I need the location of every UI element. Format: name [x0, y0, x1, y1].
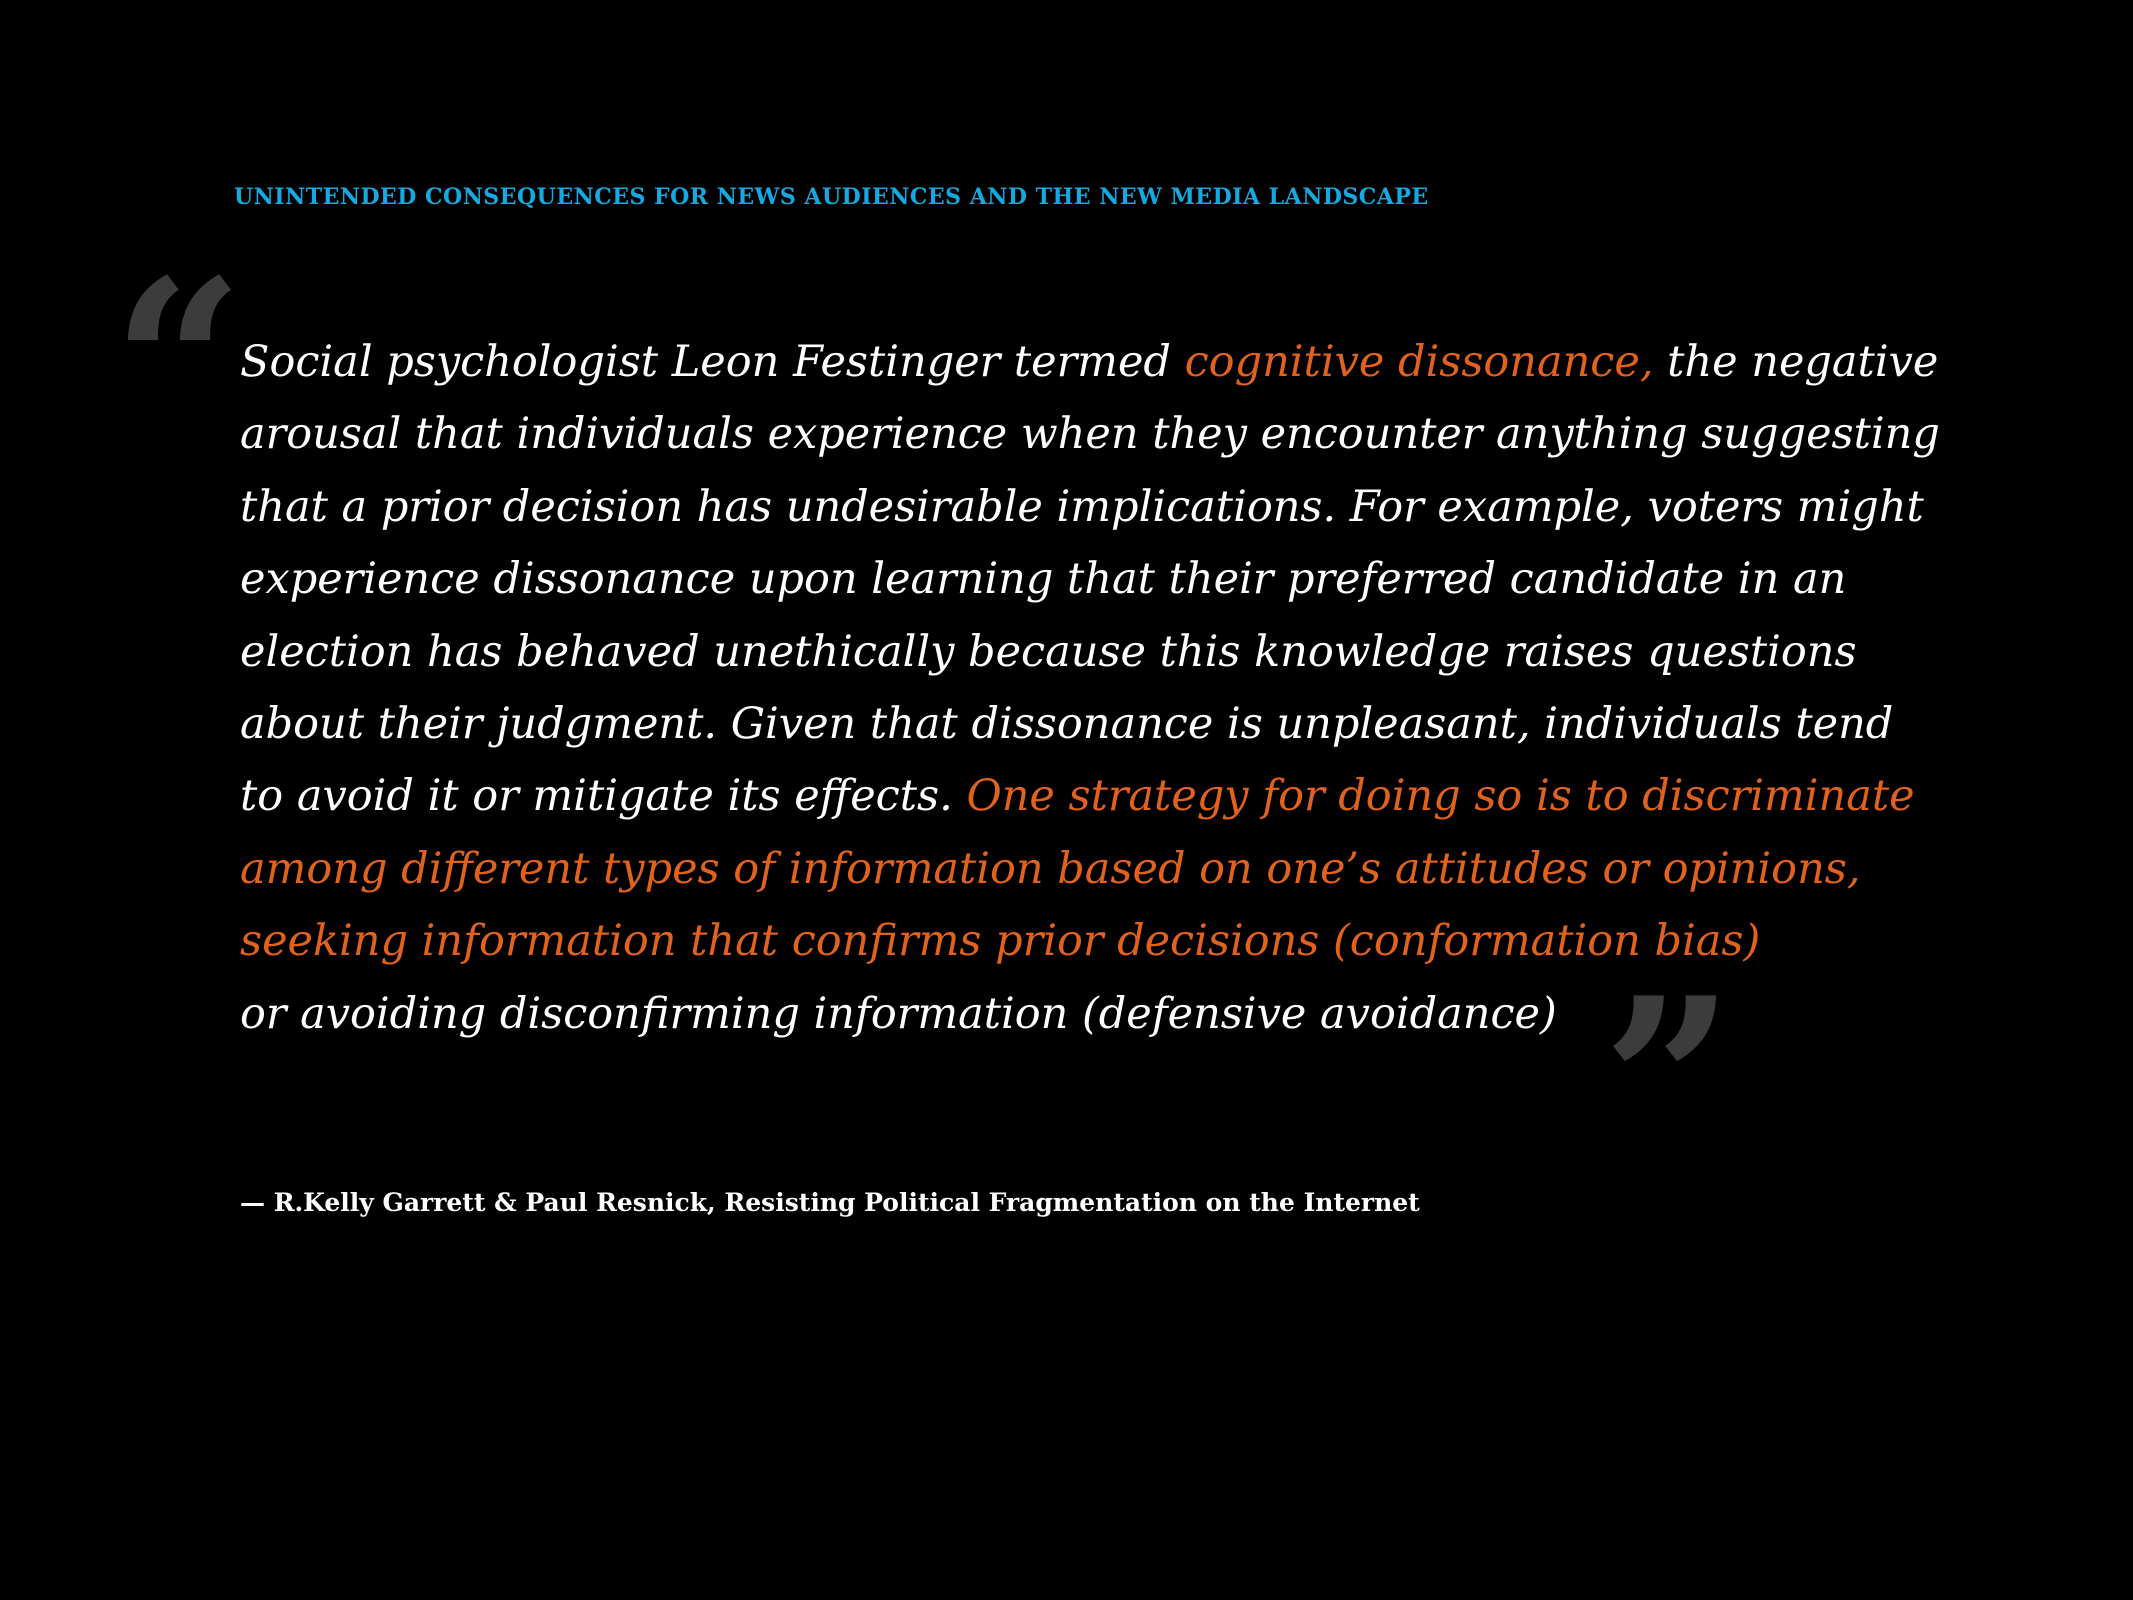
quote-text: or avoiding disconfirming information (defensive avoidance)	[240, 988, 1557, 1039]
quote-line-7	[240, 760, 1970, 832]
quote-highlight: cognitive dissonance,	[1184, 337, 1654, 387]
quote-text: that a prior decision has undesirable implications. For example, voters might	[240, 481, 1924, 532]
quote-line-8	[240, 833, 1970, 905]
quote-text: election has behaved unethically because this knowledge raises questions	[240, 626, 1857, 677]
quote-line-3	[240, 471, 1970, 543]
quote-text: to avoid it or mitigate its effects.	[240, 771, 967, 822]
open-quote-mark: “	[112, 230, 245, 500]
quote-attribution: — R.Kelly Garrett & Paul Resnick, Resisting Political Fragmentation on the Internet	[240, 1188, 1420, 1217]
quote-body	[240, 326, 1970, 1050]
quote-text: Social psychologist Leon Festinger termed	[240, 337, 1185, 387]
quote-highlight: among different types of information based on one’s attitudes or opinions,	[240, 843, 1861, 894]
close-quote-mark: ”	[1602, 948, 1735, 1218]
slide-header: UNINTENDED CONSEQUENCES FOR NEWS AUDIENCES AND THE NEW MEDIA LANDSCAPE	[234, 184, 1429, 210]
quote-line-4	[240, 543, 1970, 615]
quote-highlight: seeking information that confirms prior decisions (conformation bias)	[240, 916, 1761, 967]
quote-line-2	[240, 398, 1970, 470]
quote-line-1	[240, 326, 1970, 398]
quote-line-6	[240, 688, 1970, 760]
quote-text: the negative	[1653, 337, 1939, 387]
quote-text: experience dissonance upon learning that their preferred candidate in an	[240, 554, 1847, 605]
quote-line-5	[240, 616, 1970, 688]
quote-text: about their judgment. Given that dissonance is unpleasant, individuals tend	[240, 699, 1894, 750]
quote-text: arousal that individuals experience when they encounter anything suggesting	[240, 409, 1940, 460]
quote-highlight: One strategy for doing so is to discriminate	[966, 771, 1915, 822]
